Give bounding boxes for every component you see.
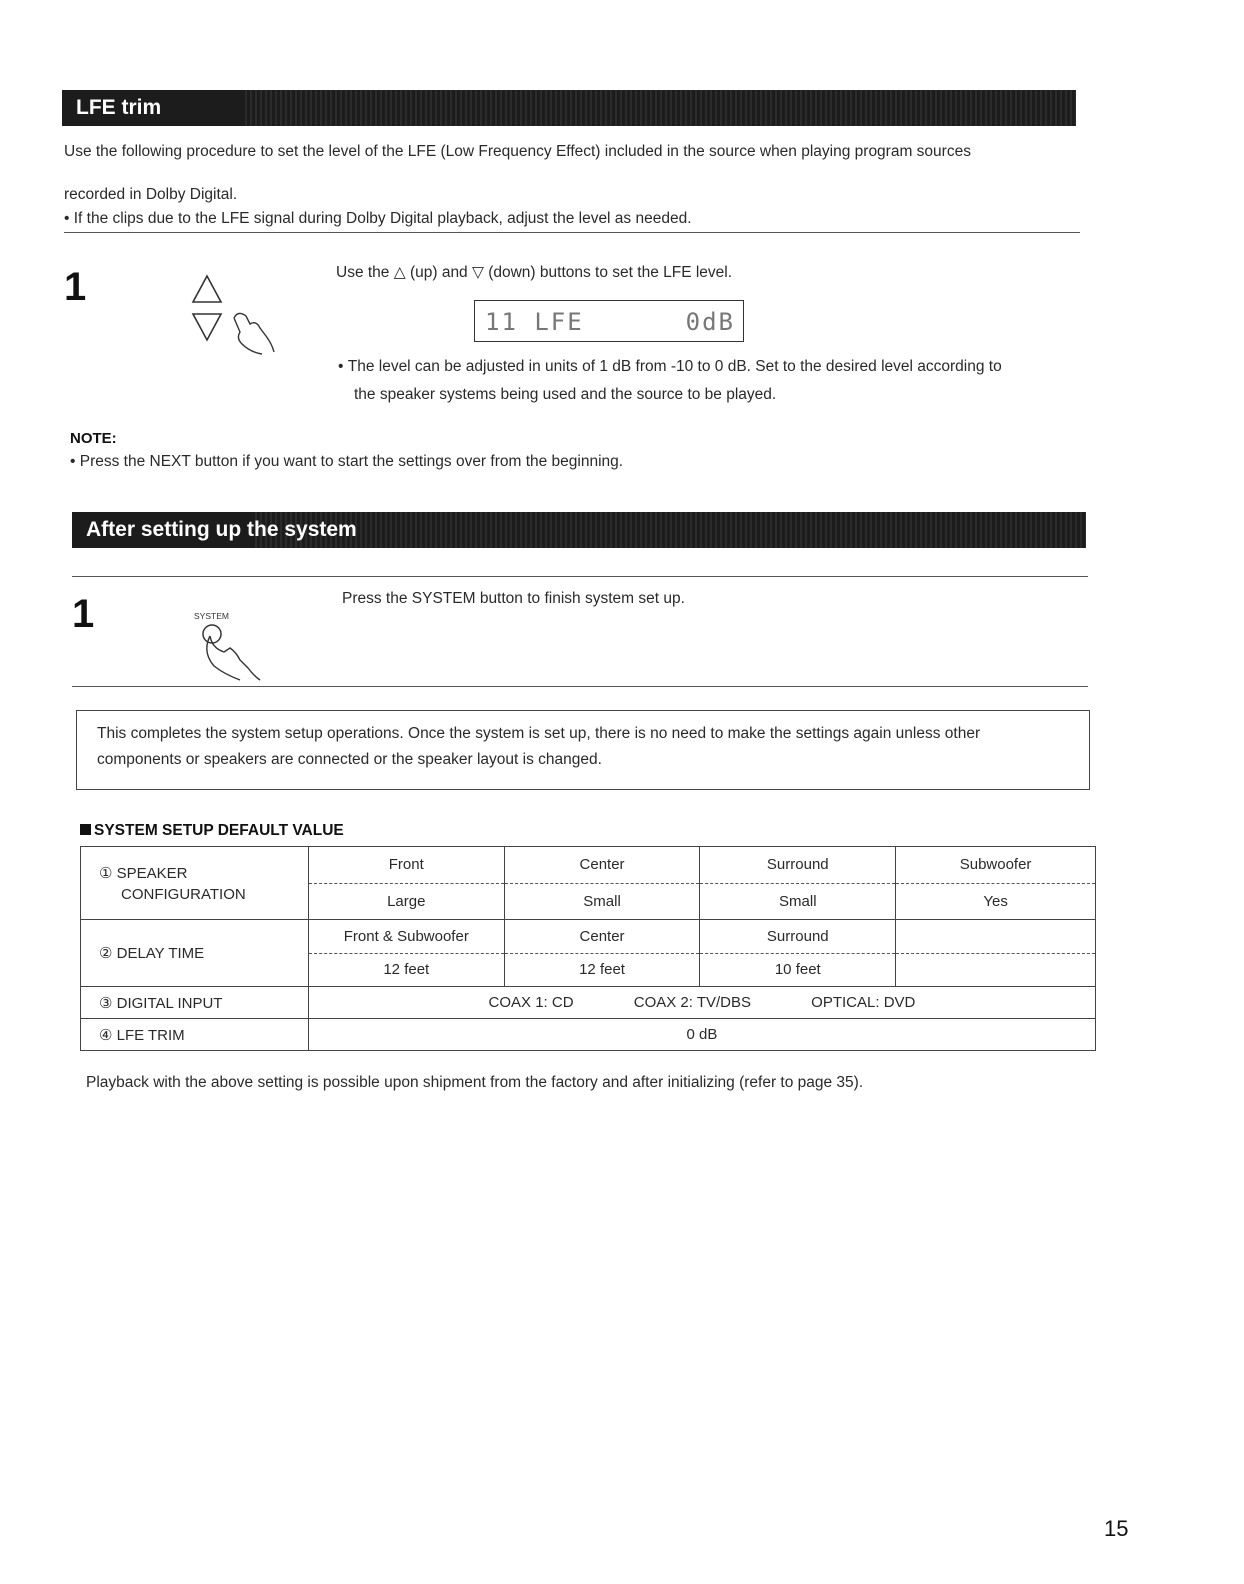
delay-header-center: Center <box>504 920 700 954</box>
system-button-label: SYSTEM <box>194 611 229 621</box>
delay-header-empty <box>896 920 1096 954</box>
lcd-display-left: 11 LFE <box>485 308 584 336</box>
table-row <box>81 1019 1096 1051</box>
lfe-trim-value: 0 dB <box>308 1019 1095 1051</box>
delay-value-surround: 10 feet <box>700 953 896 987</box>
lfe-bullet-text: If the clips due to the LFE signal during Dolby Digital playback, adjust the level as needed. <box>73 210 692 227</box>
speaker-config-label-line2: CONFIGURATION <box>121 885 246 903</box>
lfe-intro-line1: Use the following procedure to set the level of the LFE (Low Frequency Effect) included in the source when playing program sources <box>64 143 971 160</box>
digital-input-optical: OPTICAL: DVD <box>811 994 916 1011</box>
bullet-dot: • <box>64 210 74 227</box>
lcd-display-right: 0dB <box>685 308 735 336</box>
after-setup-heading <box>72 512 1086 548</box>
digital-input-label: ③ DIGITAL INPUT <box>81 987 309 1019</box>
delay-value-front-sub: 12 feet <box>308 953 504 987</box>
lfe-step-bullet-text1: The level can be adjusted in units of 1 dB from -10 to 0 dB. Set to the desired level according to <box>347 358 1002 375</box>
speaker-header-center: Center <box>504 847 700 884</box>
bullet-dot: • <box>70 453 80 470</box>
square-bullet-icon <box>80 824 91 835</box>
after-setup-instruction: Press the SYSTEM button to finish system set up. <box>342 590 685 607</box>
lfe-step-bullet-line2: the speaker systems being used and the source to be played. <box>354 386 777 403</box>
delay-value-center: 12 feet <box>504 953 700 987</box>
speaker-value-center: Small <box>504 883 700 920</box>
after-setup-divider-top <box>72 576 1088 577</box>
lfe-trim-heading-text: LFE trim <box>76 96 162 119</box>
defaults-footnote: Playback with the above setting is possible upon shipment from the factory and after initializing (refer to page 35). <box>86 1074 864 1091</box>
defaults-table-title-text: SYSTEM SETUP DEFAULT VALUE <box>94 822 344 839</box>
note-label: NOTE: <box>70 430 117 447</box>
after-setup-divider-bottom <box>72 686 1088 687</box>
completion-line1: This completes the system setup operations. Once the system is set up, there is no need to make the settings again unless other <box>97 725 981 742</box>
system-button-press-icon <box>196 622 276 692</box>
lfe-bullet <box>64 208 692 230</box>
delay-time-label: ② DELAY TIME <box>81 920 309 987</box>
lfe-trim-heading <box>62 90 1076 126</box>
lfe-step-bullet-line1 <box>338 356 1002 378</box>
delay-header-surround: Surround <box>700 920 896 954</box>
lfe-step-number: 1 <box>64 265 87 309</box>
note-text-content: Press the NEXT button if you want to start the settings over from the beginning. <box>79 453 624 470</box>
completion-box <box>76 710 1090 790</box>
defaults-table <box>80 846 1096 1051</box>
note-text <box>70 451 623 473</box>
digital-input-coax1: COAX 1: CD <box>488 994 574 1011</box>
delay-value-empty <box>896 953 1096 987</box>
lfe-trim-label: ④ LFE TRIM <box>81 1019 309 1051</box>
speaker-value-subwoofer: Yes <box>896 883 1096 920</box>
bullet-dot: • <box>338 358 348 375</box>
speaker-config-label <box>81 847 309 920</box>
speaker-header-surround: Surround <box>700 847 896 884</box>
table-row <box>81 987 1096 1019</box>
page-number: 15 <box>1104 1516 1129 1541</box>
speaker-header-subwoofer: Subwoofer <box>896 847 1096 884</box>
speaker-value-surround: Small <box>700 883 896 920</box>
digital-input-coax2: COAX 2: TV/DBS <box>633 994 751 1011</box>
speaker-config-label-line1: ① SPEAKER <box>99 864 188 882</box>
up-down-buttons-icon <box>190 272 290 362</box>
lcd-display <box>474 300 744 342</box>
delay-header-front-sub: Front & Subwoofer <box>308 920 504 954</box>
lfe-intro-line2: recorded in Dolby Digital. <box>64 186 238 203</box>
after-setup-heading-text: After setting up the system <box>86 518 357 541</box>
after-setup-step-number: 1 <box>72 592 95 636</box>
table-row <box>81 920 1096 954</box>
lfe-divider-top <box>64 232 1080 233</box>
lfe-step-instruction: Use the △ (up) and ▽ (down) buttons to set the LFE level. <box>336 264 733 281</box>
defaults-table-title <box>80 822 344 840</box>
speaker-value-front: Large <box>308 883 504 920</box>
digital-input-value <box>308 987 1095 1019</box>
speaker-header-front: Front <box>308 847 504 884</box>
completion-line2: components or speakers are connected or the speaker layout is changed. <box>97 751 602 768</box>
table-row <box>81 847 1096 884</box>
